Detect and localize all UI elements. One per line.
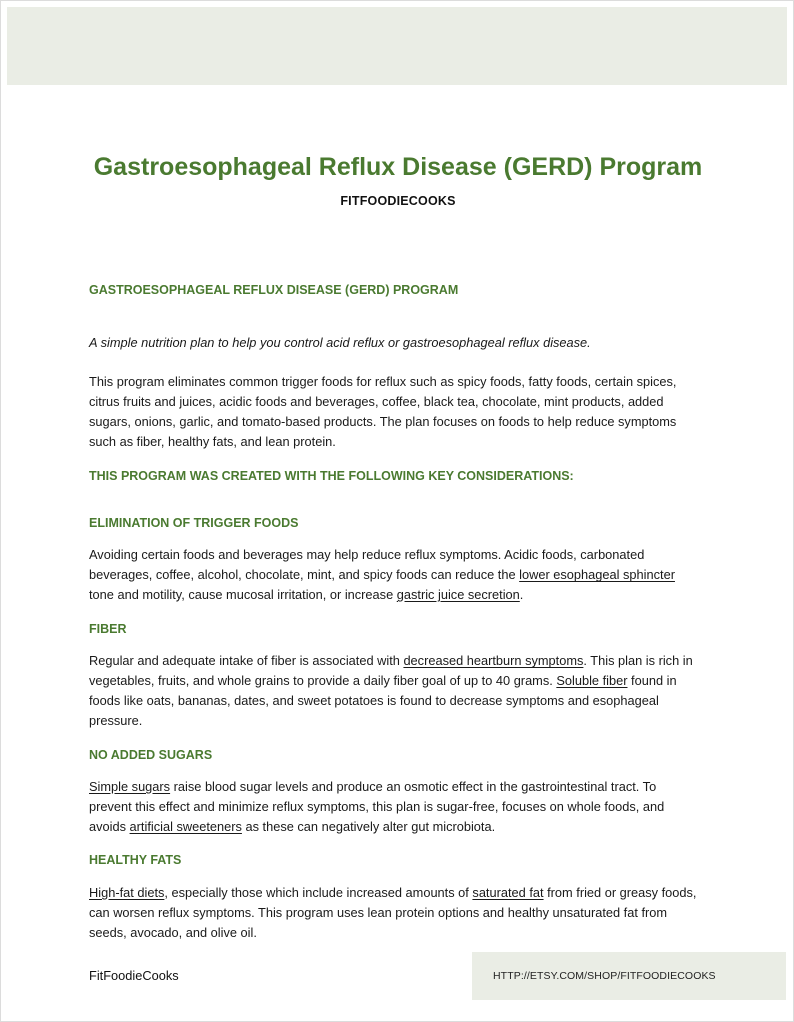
intro-heading: GASTROESOPHAGEAL REFLUX DISEASE (GERD) PROGRAM (89, 283, 459, 297)
fiber-heading: FIBER (89, 621, 127, 636)
saturated-fat-link[interactable]: saturated fat (472, 884, 544, 900)
gastric-juice-secretion-link[interactable]: gastric juice secretion (396, 587, 520, 603)
page-title: Gastroesophageal Reflux Disease (GERD) Program (93, 153, 703, 181)
fiber-text-3: found in foods like oats, bananas, dates, and sweet potatoes is found to decrease symptoms and esophageal pressure. (89, 673, 677, 728)
fats-paragraph (89, 883, 701, 942)
high-fat-diets-link[interactable]: High-fat diets (89, 884, 165, 900)
sugars-heading: NO ADDED SUGARS (89, 747, 213, 762)
footer-url-link[interactable]: HTTP://ETSY.COM/SHOP/FITFOODIECOOKS (493, 970, 716, 982)
page-subtitle: FITFOODIECOOKS (340, 194, 456, 208)
lower-esophageal-sphincter-link[interactable]: lower esophageal sphincter (519, 567, 675, 583)
elimination-paragraph (89, 545, 701, 604)
header-band (7, 7, 787, 85)
simple-sugars-link[interactable]: Simple sugars (89, 779, 171, 795)
intro-tagline: A simple nutrition plan to help you control acid reflux or gastroesophageal reflux disease. (89, 334, 591, 350)
elimination-text-3: . (519, 587, 524, 603)
artificial-sweeteners-link[interactable]: artificial sweeteners (129, 818, 242, 834)
sugars-paragraph (89, 777, 701, 836)
soluble-fiber-link[interactable]: Soluble fiber (556, 673, 628, 689)
fats-text-2: from fried or greasy foods, can worsen reflux symptoms. This program uses lean protein options and healthy unsaturated fat from seeds, avocado, and olive oil. (89, 884, 697, 940)
elimination-text-1: Avoiding certain foods and beverages may help reduce reflux symptoms. Acidic foods, carbonated beverages, coffee, alcohol, chocolate, mint, and spicy foods can reduce the (89, 547, 645, 583)
fats-text-1: , especially those which include increased amounts of (164, 884, 473, 900)
fats-heading: HEALTHY FATS (89, 853, 182, 868)
decreased-heartburn-symptoms-link[interactable]: decreased heartburn symptoms (403, 653, 584, 669)
fiber-paragraph (89, 651, 701, 730)
fiber-text-2: . This plan is rich in vegetables, fruits, and whole grains to provide a daily fiber goal of up to 40 grams. (89, 653, 693, 689)
sugars-text-2: as these can negatively alter gut microbiota. (241, 818, 496, 834)
footer-brand: FitFoodieCooks (89, 968, 179, 983)
main-content (89, 282, 701, 942)
sugars-text-1: raise blood sugar levels and produce an osmotic effect in the gastrointestinal tract. To prevent this effect and minimize reflux symptoms, this plan is sugar-free, focuses on whole foods, and avoids (89, 779, 665, 834)
elimination-text-2: tone and motility, cause mucosal irritation, or increase (89, 587, 397, 603)
fiber-text-1: Regular and adequate intake of fiber is associated with (89, 653, 404, 669)
intro-body: This program eliminates common trigger foods for reflux such as spicy foods, fatty foods, certain spices, citrus fruits and juices, acidic foods and beverages, coffee, black tea, chocolate, mint products, added sugars, onions, garlic, and tomato-based products. The plan focuses on foods to help reduce symptoms such as fiber, healthy fats, and lean protein. (89, 374, 677, 449)
elimination-heading: ELIMINATION OF TRIGGER FOODS (89, 515, 299, 530)
considerations-heading: THIS PROGRAM WAS CREATED WITH THE FOLLOWING KEY CONSIDERATIONS: (89, 469, 574, 484)
